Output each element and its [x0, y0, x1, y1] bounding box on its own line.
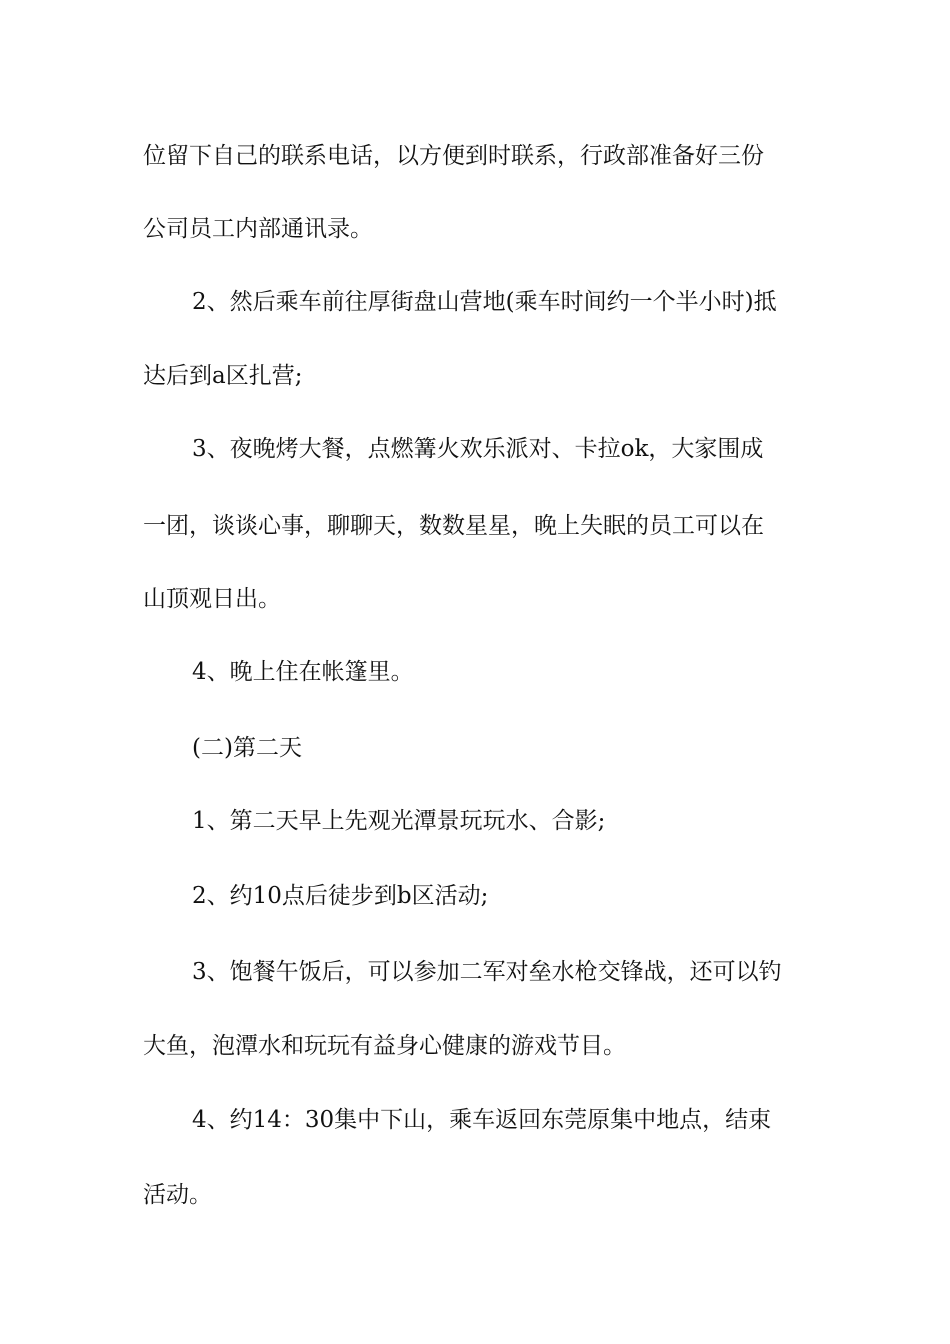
text-line: 活动。 — [143, 1182, 212, 1208]
text-line: 山顶观日出。 — [143, 586, 281, 612]
text-line: 4、晚上住在帐篷里。 — [192, 659, 414, 685]
section-heading: (二)第二天 — [192, 735, 302, 761]
text-line: 达后到a区扎营; — [143, 363, 303, 389]
text-line: 2、然后乘车前往厚街盘山营地(乘车时间约一个半小时)抵 — [192, 289, 777, 315]
text-line: 位留下自己的联系电话，以方便到时联系，行政部准备好三份 — [143, 143, 764, 169]
text-line: 3、夜晚烤大餐，点燃篝火欢乐派对、卡拉ok，大家围成 — [192, 436, 764, 462]
text-line: 3、饱餐午饭后，可以参加二军对垒水枪交锋战，还可以钓 — [192, 959, 782, 985]
text-line: 大鱼，泡潭水和玩玩有益身心健康的游戏节目。 — [143, 1033, 626, 1059]
text-line: 1、第二天早上先观光潭景玩玩水、合影; — [192, 808, 606, 834]
text-line: 4、约14：30集中下山，乘车返回东莞原集中地点，结束 — [192, 1107, 772, 1133]
text-line: 公司员工内部通讯录。 — [143, 216, 373, 242]
text-line: 2、约10点后徒步到b区活动; — [192, 883, 489, 909]
text-line: 一团，谈谈心事，聊聊天，数数星星，晚上失眠的员工可以在 — [143, 513, 764, 539]
